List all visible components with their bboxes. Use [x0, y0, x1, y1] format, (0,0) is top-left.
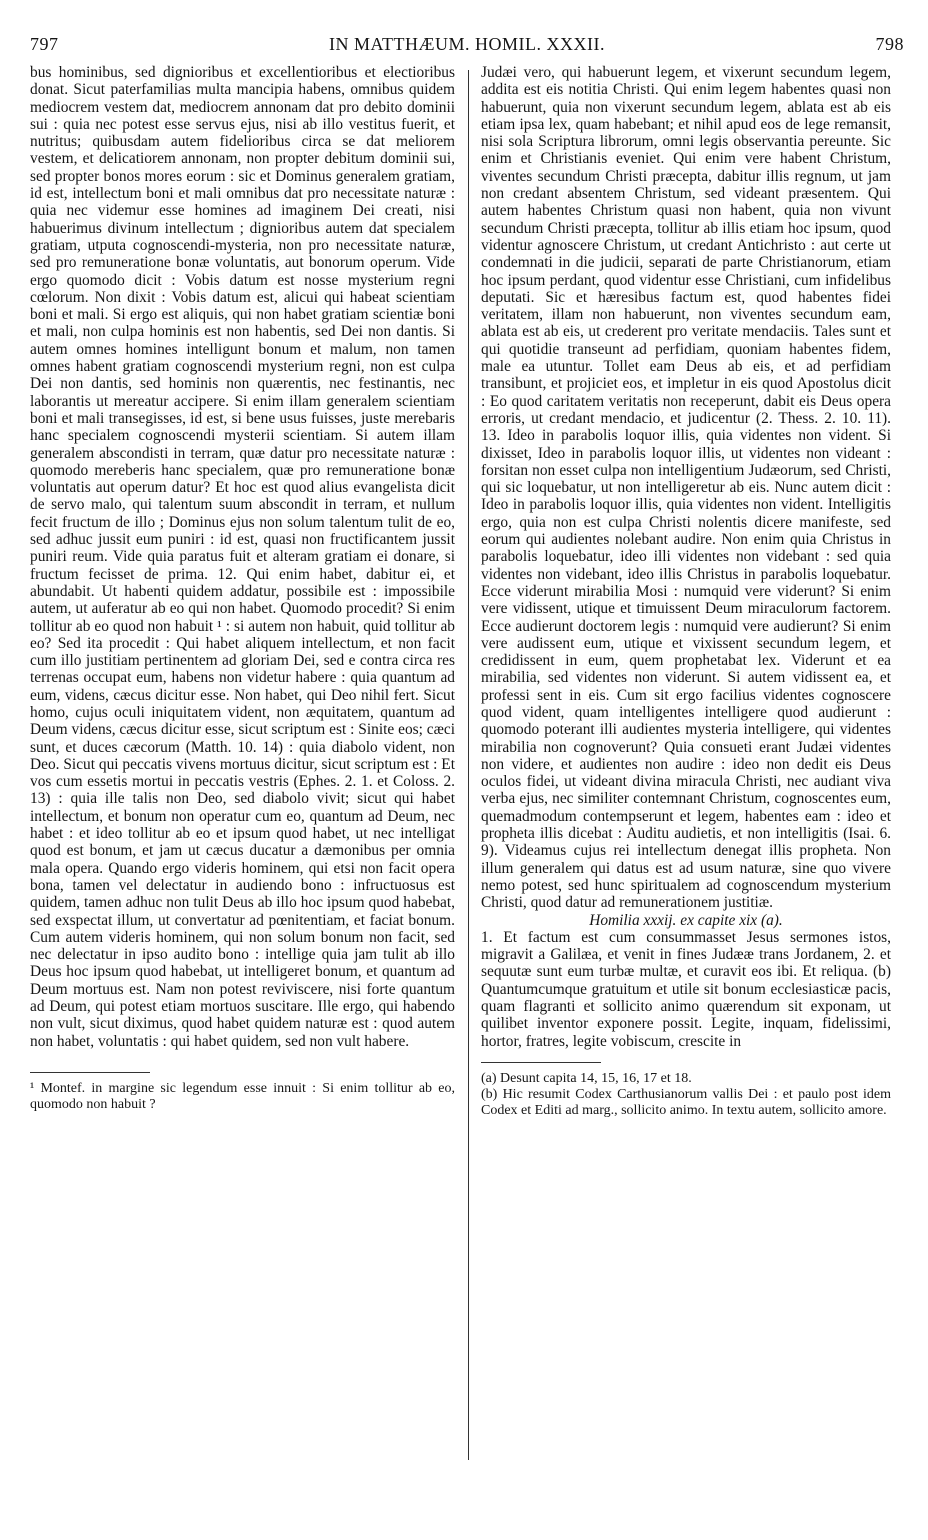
page-number-right: 798 [875, 34, 904, 54]
running-title: IN MATTHÆUM. HOMIL. XXXII. [329, 34, 605, 54]
right-column-text: Judæi vero, qui habuerunt legem, et vixerunt secundum legem, addita est eis notitia Christi. Qui enim legem habentes quasi non habuerunt, quia non vixerunt secundum legem, ablata est ab eis etiam ipsa lex, quam habebant; et nihil apud eos de lege remansit, nisi sola Scriptura librorum, omni legis observantia pereunte. Sic enim et Christianis eveniet. Qui enim vere habent Christum, viventes secundum Christi præcepta, dabitur illis regnum, ut jam non credant absentem Christum, sed videant præsentem. Qui autem habentes Christum quasi non habent, quia non vivunt secundum Christi præcepta, tollitur ab illis etiam hoc ipsum, quod videntur agnoscere Christum, ut credant Antichristo : aut certe ut condemnati in die judicii, separati de parte Christianorum, etiam hoc ipsum perdant, quod videntur esse Christiani, cum infidelibus deputati. Sic et hæresibus factum est, quod habentes fidei veritatem, illam non habuerunt, non viventes secundum eam, ablata est ab eis, ut crederent pro veritate mendaciis. Tales sunt et qui quotidie transeunt ad perfidiam, quoniam habentes fidem, male ea utuntur. Tollet eam Deus ab eis, et ad perfidiam transibunt, et projiciet eos, et impletur in eis quod Apostolus dicit : Eo quod caritatem veritatis non receperunt, dabit eis Deus opera erroris, ut credant mendacio, et judicentur (2. Thess. 2. 10. 11). 13. Ideo in parabolis loquor illis, quia videntes non vident. Si dixisset, Ideo in parabolis loquor illis, ut videntes non videant : forsitan non esset culpa non intelligentium Judæorum, sed Christi, qui sic loquebatur, ut non intelligeretur ab eis. Nunc autem dicit : Ideo in parabolis loquor illis, quia videntes non vident. Intelligitis ergo, quia non est culpa Christi nolentis dicere manifeste, sed eorum qui audientes nolebant audire. Non enim quia Christus in parabolis loquebatur, ideo illi videntes non videbant : sed quia videntes non videbant, ideo illis Christus in parabolis loquebatur. Ecce viderunt mirabilia Mosi : numquid vere viderunt? Si enim vere vidissent, utique et timuissent Deum miraculorum factorem. Ecce audierunt doctorem legis : numquid vere audierunt? Si enim vere audissent eum, utique et vixissent secundum legem, et credidissent in eum, quem prophetabat lex. Viderunt et ea mirabilia, sed videntes non viderunt. Si autem vidissent ea, et professi sent in eis. Cum sit ergo facilius videntes cognoscere quod vident, quam intelligentes intelligere quod audierunt : quomodo poterant illi audientes mysteria intelligere, qui videntes mirabilia non cognoverunt? Quia consueti erant Judæi videntes non videre, et audientes non audire : ideo non dedit eis Deus oculos fidei, ut videant divina miracula Christi, nec audiant viva verba ejus, nec similiter contemnant Christum, cognoscentes eum, quemadmodum contempserunt et legem, habentes eam : ideo et propheta illis dicebat : Auditu audietis, et non intelligitis (Isai. 6. 9). Videamus cujus rei intellectum denegat illis propheta. Non illum generalem qui datus est ad usum naturæ, sine quo vivere nemo potest, sed hunc spiritualem ad cognoscendum mysterium Christi, quod datur ad remunerationem justitiæ. [481, 64, 891, 912]
footnote-rule-left [30, 1072, 150, 1073]
page-header [30, 34, 904, 64]
homily-text: 1. Et factum est cum consummasset Jesus sermones istos, migravit a Galilæa, et venit in fines Judææ trans Jordanem, 2. et sequutæ sunt eum turbæ multæ, et curavit eos ibi. Et reliqua. (b) Quantumcumque gratuitum et utile sit bonum ecclesiasticæ pacis, quam flagranti et sollicito animo quærendum sit exponam, ut quilibet inventor exponere possit. Legite, inquam, fidelissimi, hortor, fratres, legite vobiscum, crescite in [481, 928, 891, 1050]
footnote-a: (a) Desunt capita 14, 15, 16, 17 et 18. [481, 1070, 692, 1086]
page-number-left: 797 [30, 34, 59, 54]
right-column [481, 64, 891, 1119]
column-divider [468, 70, 469, 1460]
footnote-left: ¹ Montef. in margine sic legendum esse innuit : Si enim tollitur ab eo, quomodo non habuit ? [30, 1080, 455, 1112]
homily-title: Homilia xxxij. ex capite xix (a). [589, 911, 783, 929]
footnote-b: (b) Hic resumit Codex Carthusianorum vallis Dei : et paulo post idem Codex et Editi ad marg., sollicito animo. In textu autem, sollicito amore. [481, 1086, 891, 1118]
left-column [30, 64, 455, 1113]
footnote-rule-right [481, 1062, 601, 1063]
left-column-text: bus hominibus, sed dignioribus et excellentioribus et electioribus donat. Sicut paterfamilias multa mancipia habens, omnibus quidem mediocrem vestem dat, mediocrem annonam dat pro debito dominii sui : quia nec potest esse servus ejus, nisi ab illo vestitus fuerit, et nutritus; quibusdam autem fidelioribus circa se dat meliorem vestem, et delicatiorem annonam, non propter debitum dominii sui, sed propter bonos mores eorum : sic et Dominus generalem gratiam, id est, intellectum boni et mali omnibus dat pro necessitate naturæ : quia nec videmur esse homines ad imaginem Dei creati, nisi habuerimus divinum intellectum ; dignioribus autem dat specialem gratiam, utputa cognoscendi-mysteria, non pro necessitate naturæ, sed pro remuneratione bonæ voluntatis, aut bonorum operum. Vide ergo quomodo dicit : Vobis datum est nosse mysterium regni cœlorum. Non dixit : Vobis datum est, alicui qui habeat scientiam boni et mali. Si ergo est aliquis, qui non habet gratiam scientiæ boni et mali, non culpa hominis est non habentis, sed Dei non dantis. Si autem omnes homines intelligunt bonum et malum, non tamen omnes habent gratiam cognoscendi mysterium regni, non est culpa Dei non dantis, sed hominis non quærentis, nec festinantis, nec laborantis ut mereatur accipere. Si enim illam generalem scientiam boni et mali transegisses, id est, si bene usus fuisses, juste merebaris hanc specialem cognoscendi mysterii scientiam. Si autem illam generalem abscondisti in terram, quæ datur pro necessitate naturæ : quomodo mereberis hanc specialem, quæ pro remuneratione bonæ voluntatis aut operum datur? Et hoc est quod alius evangelista dicit de servo malo, qui talentum suum abscondit in terram, et nullum fecit fructum de illo ; Dominus ejus non solum talentum tulit de eo, sed adhuc jussit eum puniri : id est, quasi non fructificantem jussit puniri reum. Vide quia paratus fuit et alteram gratiam ei donare, si fructum fecisset de prima. 12. Qui enim habet, dabitur ei, et abundabit. Ut habenti quidem addatur, possibile est : impossibile autem, ut auferatur ab eo qui non habet. Quomodo procedit? Si enim tollitur ab eo quod non habuit ¹ : si autem non habuit, quid tollitur ab eo? Sed ita procedit : Qui habet aliquem intellectum, et non facit cum illo justitiam pertinentem ad gloriam Dei, sed e contra circa res terrenas occupat eum, habens non videtur habere : quia quantum ad eum, videns, cæcus dicitur esse. Non habet, qui Deo nihil fert. Sicut homo, cujus oculi iniquitatem vident, non æquitatem, quantum ad Deum videns, cæcus dicitur esse, sicut scriptum est : Sinite eos; cæci sunt, et duces cæcorum (Matth. 10. 14) : quia diabolo vident, non Deo. Sicut qui peccatis vivens mortuus dicitur, sicut scriptum est : Et vos cum essetis mortui in peccatis vestris (Ephes. 2. 1. et Coloss. 2. 13) : quia ille talis non Deo, sed diabolo vivit; sicut qui habet intellectum, et bonum non operatur cum eo, quantum ad Deum, nec habet : et ideo tollitur ab eo et ipsum quod habet, ut nec intelligat quod est bonum, et jam ut cæcus ducatur a dæmonibus per omnia mala opera. Quando ergo videris hominem, qui etsi non facit opera bona, tamen vel delectatur in audiendo bono : infructuosus est quidem, tamen adhuc non tulit Deus ab illo hoc ipsum quod habebat, sed exspectat illum, ut convertatur ad pœnitentiam, et faciat bonum. Cum autem videris hominem, qui non solum bonum non facit, sed nec delectatur in ipso audito bono : intellige quia jam tulit ab illo Deus hoc ipsum quod habebat, ut intelligeret bonum, et quantum ad Deum mortuus est. Nam non potest reviviscere, nisi forte quantum ad Deum, qui potest etiam mortuos suscitare. Ille ergo, qui habendo non vult, sicut diximus, quod habet quidem naturæ est : quod autem non habet, voluntatis : qui habet quidem, sed non vult habere. [30, 64, 455, 1050]
